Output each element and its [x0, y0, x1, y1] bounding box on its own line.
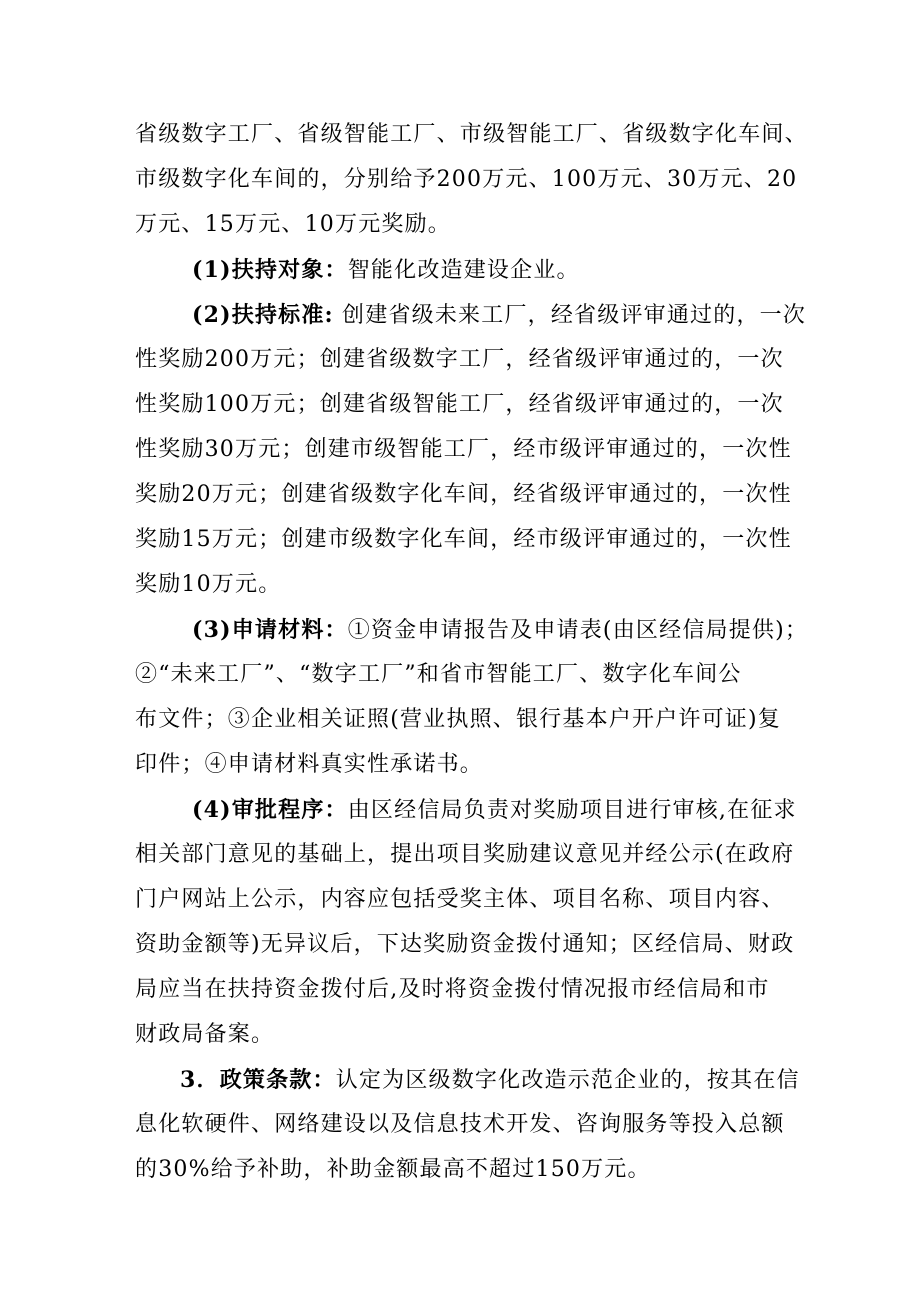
section-heading: 3．政策条款：: [180, 1067, 336, 1093]
text-line: 门户网站上公示，内容应包括受奖主体、项目名称、项目内容、: [135, 887, 785, 912]
section-support-target: (1)扶持对象：智能化改造建设企业。: [192, 257, 580, 283]
section-support-standard: (2)扶持标准: 创建省级未来工厂，经省级评审通过的，一次: [192, 302, 807, 328]
text-line: 印件；④申请材料真实性承诺书。: [135, 752, 484, 777]
section-application-materials: (3)申请材料：①资金申请报告及申请表(由区经信局提供)；: [192, 617, 809, 643]
text-line: 布文件；③企业相关证照(营业执照、银行基本户开户许可证)复: [135, 707, 781, 732]
text-line: 万元、15万元、10万元奖励。: [135, 212, 451, 237]
section-approval-procedure: (4)审批程序：由区经信局负责对奖励项目进行审核,在征求: [192, 797, 797, 823]
section-heading: (1)扶持对象：: [192, 257, 348, 283]
text-line: 的30%给予补助，补助金额最高不超过150万元。: [135, 1157, 651, 1182]
text-line: 相关部门意见的基础上，提出项目奖励建议意见并经公示(在政府: [135, 842, 795, 867]
text-line: 奖励20万元；创建省级数字化车间，经省级评审通过的，一次性: [135, 482, 792, 507]
text-line: 财政局备案。: [135, 1022, 275, 1047]
text-line: 奖励15万元；创建市级数字化车间，经市级评审通过的，一次性: [135, 527, 792, 552]
text-line: 省级数字工厂、省级智能工厂、市级智能工厂、省级数字化车间、: [135, 122, 808, 147]
text-line: 性奖励200万元；创建省级数字工厂，经省级评审通过的，一次: [135, 347, 784, 372]
text-line: 市级数字化车间的，分别给予200万元、100万元、30万元、20: [135, 167, 798, 192]
text-line: 局应当在扶持资金拨付后,及时将资金拨付情况报市经信局和市: [135, 977, 770, 1002]
text-line: 性奖励100万元；创建省级智能工厂，经省级评审通过的，一次: [135, 392, 784, 417]
text-line: 息化软硬件、网络建设以及信息技术开发、咨询服务等投入总额: [135, 1112, 785, 1137]
section-policy-clause-3: 3．政策条款：认定为区级数字化改造示范企业的，按其在信: [180, 1067, 800, 1093]
section-heading: (2)扶持标准:: [192, 302, 334, 328]
text-line: ②“未来工厂”、“数字工厂”和省市智能工厂、数字化车间公: [135, 662, 742, 687]
text-line: 奖励10万元。: [135, 572, 282, 597]
section-heading: (3)申请材料：: [192, 617, 348, 643]
text-line: 性奖励30万元；创建市级智能工厂，经市级评审通过的，一次性: [135, 437, 792, 462]
text-line: 资助金额等)无异议后，下达奖励资金拨付通知；区经信局、财政: [135, 932, 795, 957]
section-heading: (4)审批程序：: [192, 797, 348, 823]
